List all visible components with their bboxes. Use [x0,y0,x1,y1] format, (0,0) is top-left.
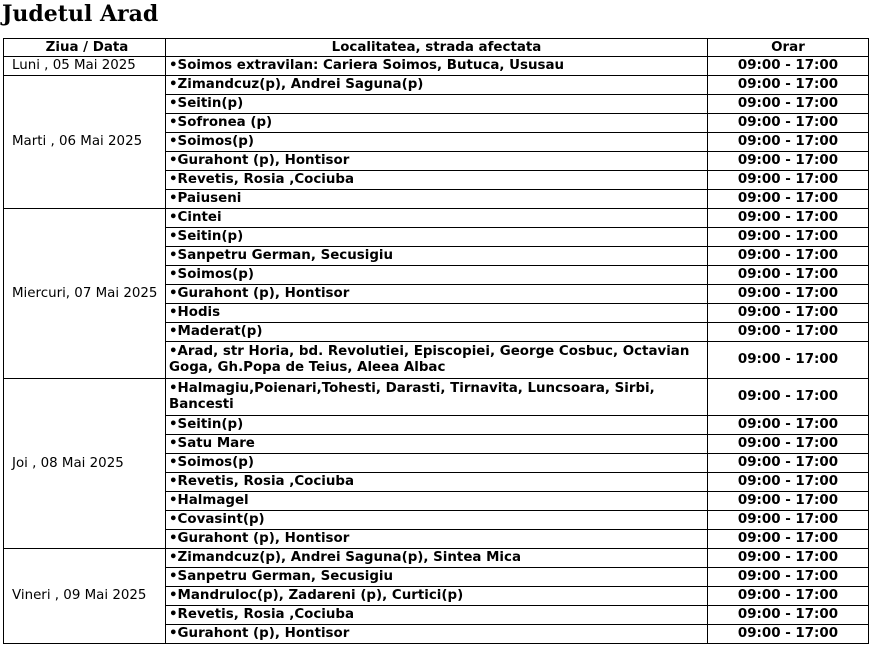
location-cell: •Gurahont (p), Hontisor [166,152,708,171]
time-cell: 09:00 - 17:00 [708,114,869,133]
time-cell: 09:00 - 17:00 [708,285,869,304]
time-cell: 09:00 - 17:00 [708,323,869,342]
page-title: Judetul Arad [2,1,159,27]
time-cell: 09:00 - 17:00 [708,511,869,530]
location-cell: •Halmagiu,Poienari,Tohesti, Darasti, Tirnavita, Luncsoara, Sirbi, Bancesti [166,379,708,416]
table-row [4,76,869,95]
time-cell: 09:00 - 17:00 [708,95,869,114]
location-cell: •Halmagel [166,492,708,511]
time-cell: 09:00 - 17:00 [708,416,869,435]
location-cell: •Sofronea (p) [166,114,708,133]
header-row [4,39,869,57]
location-cell: •Satu Mare [166,435,708,454]
time-cell: 09:00 - 17:00 [708,454,869,473]
location-cell: •Seitin(p) [166,228,708,247]
day-cell: Luni , 05 Mai 2025 [4,57,166,76]
time-cell: 09:00 - 17:00 [708,473,869,492]
time-cell: 09:00 - 17:00 [708,171,869,190]
location-cell: •Sanpetru German, Secusigiu [166,568,708,587]
time-cell: 09:00 - 17:00 [708,76,869,95]
location-cell: •Seitin(p) [166,95,708,114]
time-cell: 09:00 - 17:00 [708,304,869,323]
location-cell: •Soimos extravilan: Cariera Soimos, Butuca, Ususau [166,57,708,76]
location-cell: •Gurahont (p), Hontisor [166,625,708,644]
time-cell: 09:00 - 17:00 [708,57,869,76]
table-row [4,379,869,416]
header-time: Orar [708,39,869,57]
time-cell: 09:00 - 17:00 [708,492,869,511]
location-cell: •Gurahont (p), Hontisor [166,530,708,549]
location-cell: •Zimandcuz(p), Andrei Saguna(p), Sintea Mica [166,549,708,568]
header-location: Localitatea, strada afectata [166,39,708,57]
time-cell: 09:00 - 17:00 [708,209,869,228]
time-cell: 09:00 - 17:00 [708,606,869,625]
location-cell: •Gurahont (p), Hontisor [166,285,708,304]
location-cell: •Paiuseni [166,190,708,209]
location-cell: •Covasint(p) [166,511,708,530]
location-cell: •Revetis, Rosia ,Cociuba [166,171,708,190]
location-cell: •Cintei [166,209,708,228]
location-cell: •Soimos(p) [166,133,708,152]
location-cell: •Mandruloc(p), Zadareni (p), Curtici(p) [166,587,708,606]
time-cell: 09:00 - 17:00 [708,133,869,152]
time-cell: 09:00 - 17:00 [708,587,869,606]
table-row [4,209,869,228]
day-cell: Marti , 06 Mai 2025 [4,76,166,209]
location-cell: •Soimos(p) [166,454,708,473]
location-cell: •Seitin(p) [166,416,708,435]
time-cell: 09:00 - 17:00 [708,549,869,568]
day-cell: Miercuri, 07 Mai 2025 [4,209,166,379]
time-cell: 09:00 - 17:00 [708,228,869,247]
table-row [4,549,869,568]
location-cell: •Hodis [166,304,708,323]
time-cell: 09:00 - 17:00 [708,152,869,171]
time-cell: 09:00 - 17:00 [708,342,869,379]
time-cell: 09:00 - 17:00 [708,530,869,549]
time-cell: 09:00 - 17:00 [708,190,869,209]
location-cell: •Revetis, Rosia ,Cociuba [166,606,708,625]
day-cell: Joi , 08 Mai 2025 [4,379,166,549]
location-cell: •Sanpetru German, Secusigiu [166,247,708,266]
location-cell: •Soimos(p) [166,266,708,285]
schedule-body [4,57,869,644]
time-cell: 09:00 - 17:00 [708,266,869,285]
time-cell: 09:00 - 17:00 [708,568,869,587]
day-cell: Vineri , 09 Mai 2025 [4,549,166,644]
location-cell: •Maderat(p) [166,323,708,342]
time-cell: 09:00 - 17:00 [708,625,869,644]
time-cell: 09:00 - 17:00 [708,435,869,454]
table-row [4,57,869,76]
schedule-table [3,38,869,644]
header-day: Ziua / Data [4,39,166,57]
time-cell: 09:00 - 17:00 [708,379,869,416]
location-cell: •Arad, str Horia, bd. Revolutiei, Episcopiei, George Cosbuc, Octavian Goga, Gh.Popa de Teius, Aleea Albac [166,342,708,379]
time-cell: 09:00 - 17:00 [708,247,869,266]
location-cell: •Revetis, Rosia ,Cociuba [166,473,708,492]
location-cell: •Zimandcuz(p), Andrei Saguna(p) [166,76,708,95]
